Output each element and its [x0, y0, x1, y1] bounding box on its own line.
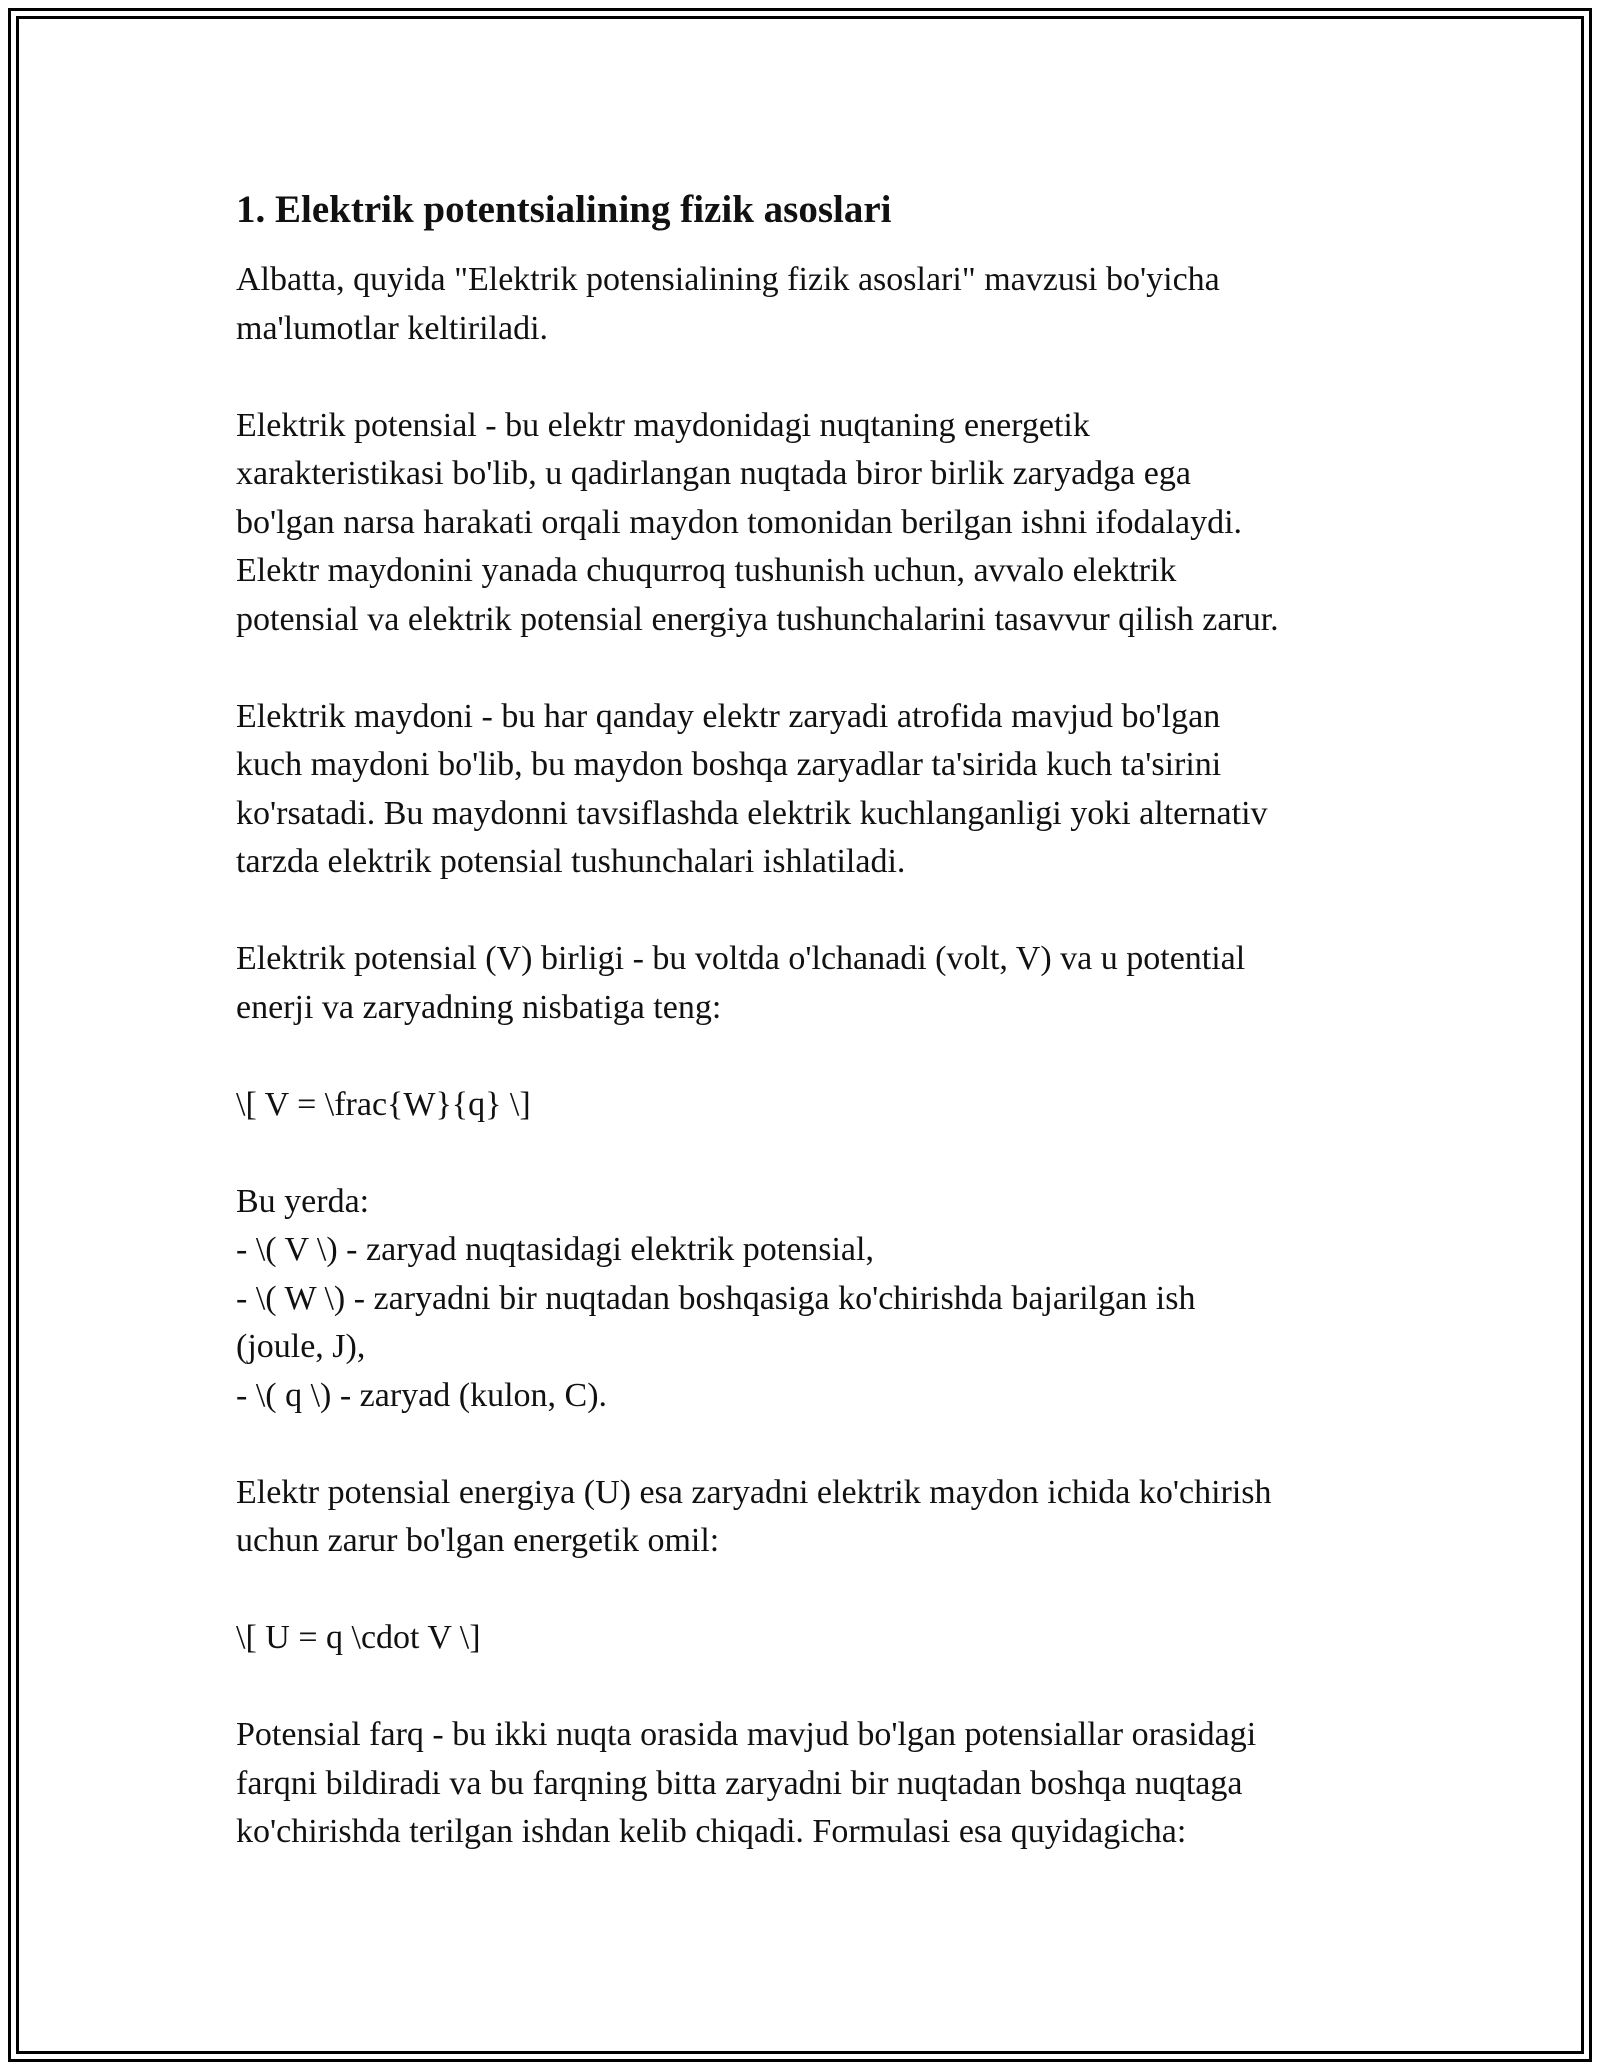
intro-paragraph: Albatta, quyida "Elektrik potensialining fizik asoslari" mavzusi bo'yicha ma'lumotlar keltiriladi. — [236, 261, 1220, 347]
document-body — [236, 186, 1386, 1905]
section-heading: 1. Elektrik potentsialining fizik asoslari — [236, 188, 892, 231]
unit-paragraph: Elektrik potensial (V) birligi - bu voltda o'lchanadi (volt, V) va u potential enerji va zaryadning nisbatiga teng: — [236, 940, 1246, 1026]
variables-list: Bu yerda: - \( V \) - zaryad nuqtasidagi elektrik potensial, - \( W \) - zaryadni bir nuqtadan boshqasiga ko'chirishda bajarilgan ish (joule, J), - \( q \) - zaryad (kulon, C). — [236, 1182, 1196, 1414]
field-definition-paragraph: Elektrik maydoni - bu har qanday elektr zaryadi atrofida mavjud bo'lgan kuch maydoni bo'lib, bu maydon boshqa zaryadlar ta'sirida kuch ta'sirini ko'rsatadi. Bu maydonni tavsiflashda elektrik kuchlanganligi yoki alternativ tarzda elektrik potensial tushunchalari ishlatiladi. — [236, 697, 1268, 880]
formula-energy: \[ U = q \cdot V \] — [236, 1619, 481, 1656]
potential-definition-paragraph: Elektrik potensial - bu elektr maydonidagi nuqtaning energetik xarakteristikasi bo'lib, u qadirlangan nuqtada biror birlik zaryadga ega bo'lgan narsa harakati orqali maydon tomonidan berilgan ishni ifodalaydi. Elektr maydonini yanada chuqurroq tushunish uchun, avvalo elektrik potensial va elektrik potensial energiya tushunchalarini tasavvur qilish zarur. — [236, 406, 1279, 638]
energy-paragraph: Elektr potensial energiya (U) esa zaryadni elektrik maydon ichida ko'chirish uchun zarur bo'lgan energetik omil: — [236, 1473, 1272, 1559]
potential-difference-paragraph: Potensial farq - bu ikki nuqta orasida mavjud bo'lgan potensiallar orasidagi farqni bildiradi va bu farqning bitta zaryadni bir nuqtadan boshqa nuqtaga ko'chirishda terilgan ishdan kelib chiqadi. Formulasi esa quyidagicha: — [236, 1716, 1257, 1850]
formula-potential: \[ V = \frac{W}{q} \] — [236, 1085, 531, 1123]
